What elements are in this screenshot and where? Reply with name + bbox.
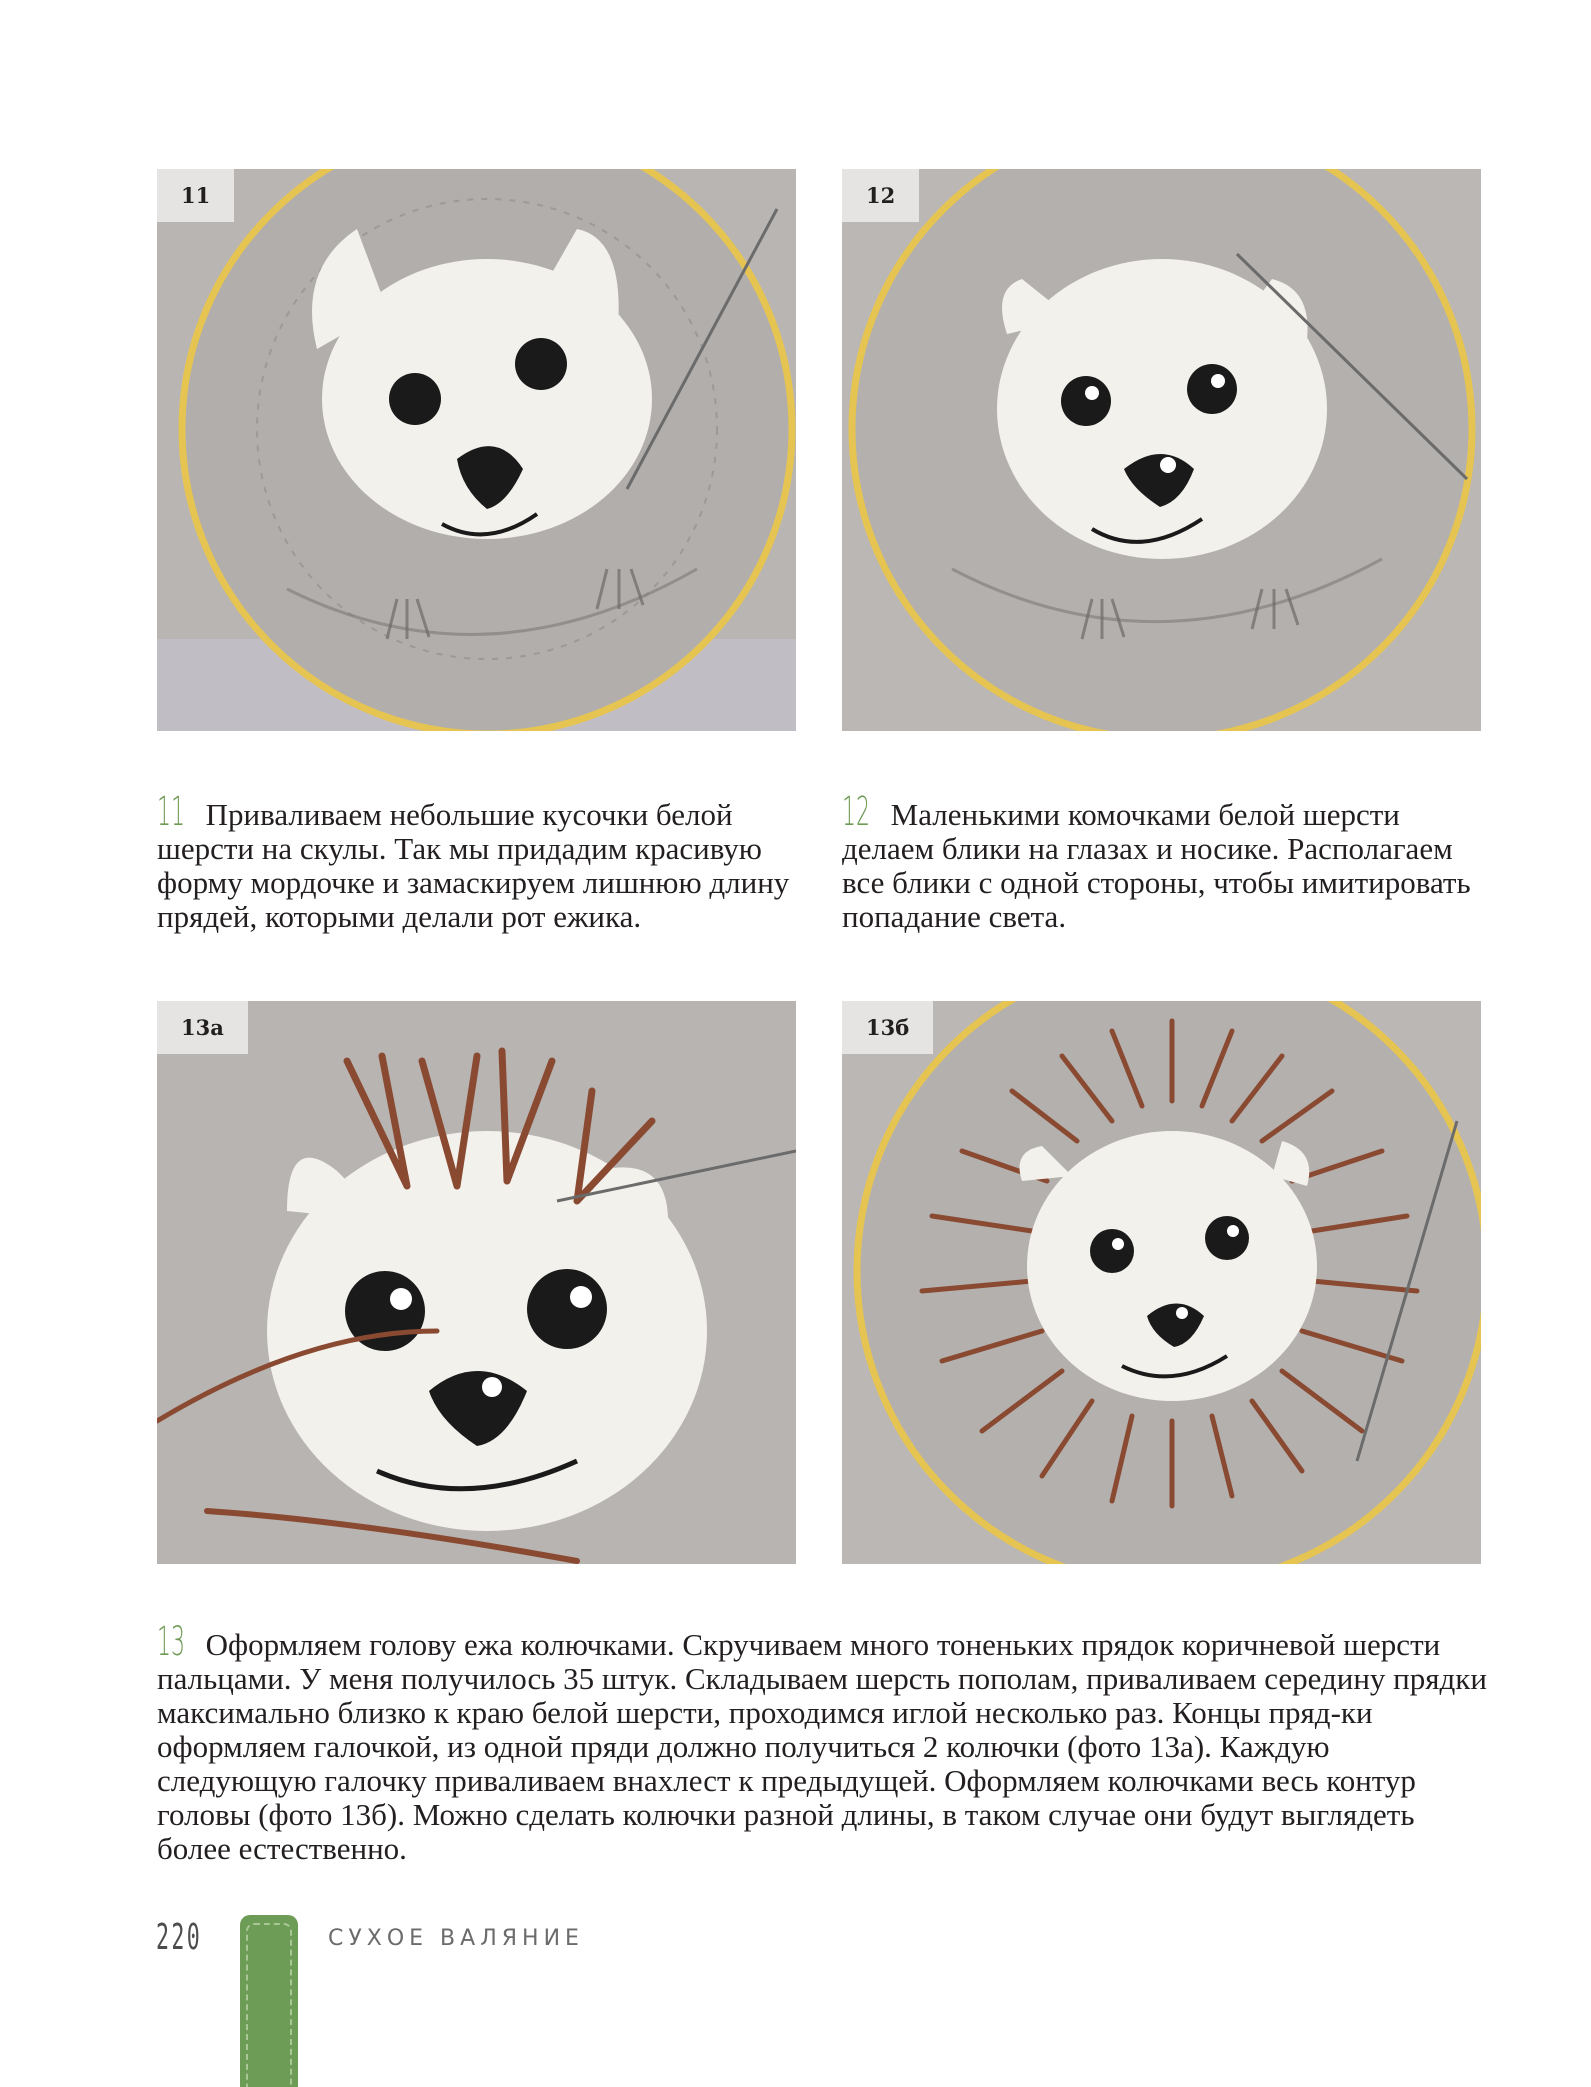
photo-label: 12: [842, 169, 919, 222]
step-13-text: [157, 1619, 1487, 1866]
photo-step-11: [157, 169, 796, 731]
felted-hedgehog-image: [842, 1001, 1481, 1564]
photo-step-13a: [157, 1001, 796, 1564]
step-12-text: [842, 789, 1482, 934]
section-title: СУХОЕ ВАЛЯНИЕ: [328, 1926, 584, 1951]
bookmark-ribbon: [240, 1915, 298, 2087]
step-number: 11: [157, 789, 185, 835]
photo-step-12: [842, 169, 1481, 731]
photo-step-13b: [842, 1001, 1481, 1564]
felted-hedgehog-image: [157, 169, 796, 731]
page-number: 220: [156, 1917, 203, 1958]
step-number: 13: [157, 1619, 185, 1665]
step-description: Приваливаем небольшие кусочки белой шерсти на скулы. Так мы придадим красивую форму мордочке и замаскируем лишнюю длину прядей, которыми делали рот ежика.: [157, 797, 790, 934]
felted-hedgehog-image: [157, 1001, 796, 1564]
photo-label: 13а: [157, 1001, 248, 1054]
photo-label: 13б: [842, 1001, 933, 1054]
step-description: Маленькими комочками белой шерсти делаем блики на глазах и носике. Располагаем все блики с одной стороны, чтобы имитировать попадание света.: [842, 797, 1471, 934]
step-description: Оформляем голову ежа колючками. Скручиваем много тоненьких прядок коричневой шерсти пальцами. У меня получилось 35 штук. Складываем шерсть пополам, приваливаем середину прядки максимально близко к краю белой шерсти, проходимся иглой несколько раз. Концы пряд-ки оформляем галочкой, из одной пряди должно получиться 2 колючки (фото 13а). Каждую следующую галочку приваливаем внахлест к предыдущей. Оформляем колючками весь контур головы (фото 13б). Можно сделать колючки разной длины, в таком случае они будут выглядеть более естественно.: [157, 1627, 1487, 1866]
felted-hedgehog-image: [842, 169, 1481, 731]
step-11-text: [157, 789, 797, 934]
photo-label: 11: [157, 169, 234, 222]
step-number: 12: [842, 789, 870, 835]
